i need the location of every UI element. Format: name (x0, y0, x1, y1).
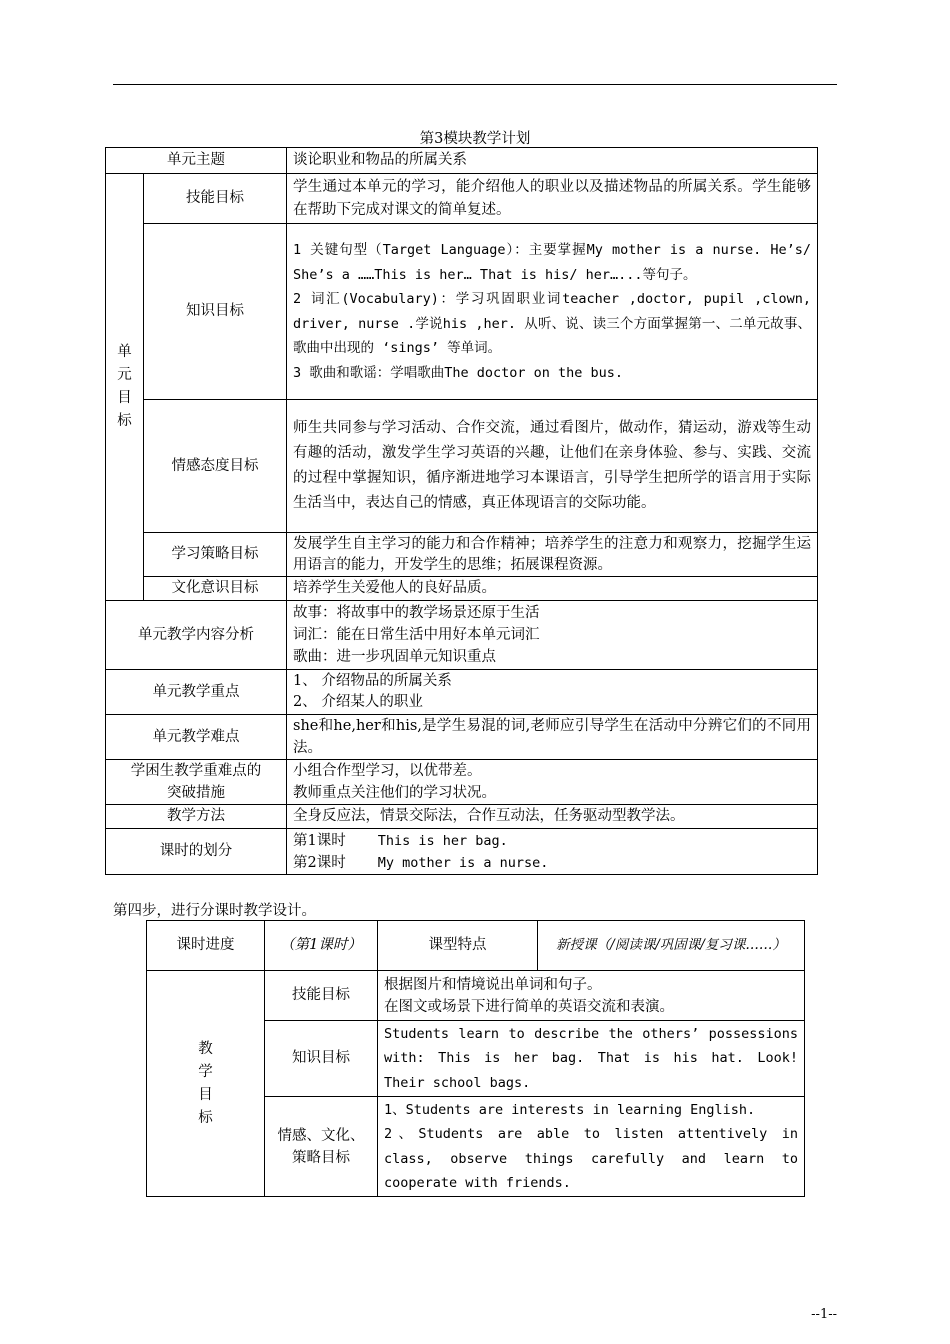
row-content (106, 601, 818, 670)
lesson-affect-label: 情感、文化、 策略目标 (265, 1097, 378, 1197)
struggling-label: 学困生教学重难点的 突破措施 (106, 760, 287, 805)
lesson-knowledge-label: 知识目标 (265, 1021, 378, 1097)
difficult-value: she和he,her和his,是学生易混的词,老师应引导学生在活动中分辨它们的不同用法。 (287, 715, 818, 760)
method-value: 全身反应法，情景交际法，合作互动法，任务驱动型教学法。 (287, 805, 818, 829)
row-unit-theme (106, 148, 818, 174)
strategy-value: 发展学生自主学习的能力和合作精神；培养学生的注意力和观察力，挖掘学生运用语言的能力，开发学生的思维；拓展课程资源。 (287, 533, 818, 577)
culture-label: 文化意识目标 (144, 577, 287, 601)
period-line: 第2课时 My mother is a nurse. (293, 854, 549, 871)
row-key (106, 670, 818, 715)
attitude-label: 情感态度目标 (144, 400, 287, 533)
skill-label: 技能目标 (144, 174, 287, 224)
period-value (287, 829, 818, 875)
key-label: 单元教学重点 (106, 670, 287, 715)
type-value: 新授课（/阅读课/巩固课/复习课……） (538, 921, 805, 971)
key-value: 1、 介绍物品的所属关系 2、 介绍某人的职业 (287, 670, 818, 715)
row-strategy (106, 533, 818, 577)
header-rule (113, 84, 837, 85)
period-line: 第1课时 This is her bag. (293, 832, 508, 849)
unit-goal-label: 单 元 目 标 (106, 174, 144, 601)
attitude-value: 师生共同参与学习活动、合作交流，通过看图片，做动作，猜运动，游戏等生动有趣的活动，激发学生学习英语的兴趣，让他们在亲身体验、参与、实践、交流的过程中掌握知识，循序渐进地学习本课语言，引导学生把所学的语言用于实际生活当中，表达自己的情感，真正体现语言的交际功能。 (287, 400, 818, 533)
content-value: 故事：将故事中的教学场景还原于生活 词汇：能在日常生活中用好本单元词汇 歌曲：进一步巩固单元知识重点 (287, 601, 818, 670)
lesson-skill-value: 根据图片和情境说出单词和句子。 在图文或场景下进行简单的英语交流和表演。 (378, 971, 805, 1021)
struggling-value: 小组合作型学习，以优带差。 教师重点关注他们的学习状况。 (287, 760, 818, 805)
row-method (106, 805, 818, 829)
row-knowledge (106, 224, 818, 400)
knowledge-label: 知识目标 (144, 224, 287, 400)
page-number: --1-- (811, 1307, 837, 1322)
lesson-skill-label: 技能目标 (265, 971, 378, 1021)
unit-theme-value: 谈论职业和物品的所属关系 (287, 148, 818, 174)
progress-value: （第1课时） (265, 921, 378, 971)
row-culture (106, 577, 818, 601)
row-lesson-skill (147, 971, 805, 1021)
row-difficult (106, 715, 818, 760)
page-title: 第3模块教学计划 (419, 131, 531, 147)
skill-value: 学生通过本单元的学习，能介绍他人的职业以及描述物品的所属关系。学生能够在帮助下完成对课文的简单复述。 (287, 174, 818, 224)
strategy-label: 学习策略目标 (144, 533, 287, 577)
row-progress (147, 921, 805, 971)
lesson-affect-value: 1、Students are interests in learning English. 2、Students are able to listen attentively in class, observe things carefully and learn to cooperate with friends. (378, 1097, 805, 1197)
period-label: 课时的划分 (106, 829, 287, 875)
row-period (106, 829, 818, 875)
method-label: 教学方法 (106, 805, 287, 829)
step-heading: 第四步，进行分课时教学设计。 (113, 903, 316, 919)
row-skill (106, 174, 818, 224)
lesson-design-table (146, 920, 805, 1197)
row-attitude (106, 400, 818, 533)
difficult-label: 单元教学难点 (106, 715, 287, 760)
row-struggling (106, 760, 818, 805)
content-label: 单元教学内容分析 (106, 601, 287, 670)
unit-plan-table (105, 147, 818, 875)
lesson-knowledge-value: Students learn to describe the others’ possessions with: This is her bag. That is his hat. Look! Their school bags. (378, 1021, 805, 1097)
culture-value: 培养学生关爱他人的良好品质。 (287, 577, 818, 601)
knowledge-value: 1 关键句型（Target Language）：主要掌握My mother is a nurse. He’s/ She’s a ……This is her… That is his/ her…...等句子。 2 词汇(Vocabulary)：学习巩固职业词teacher ,doctor, pupil ,clown, driver, nurse .学说his ,her. 从听、说、读三个方面掌握第一、二单元故事、歌曲中出现的 ‘sings’ 等单词。 3 歌曲和歌谣：学唱歌曲The doctor on the bus. (287, 224, 818, 400)
unit-theme-label: 单元主题 (106, 148, 287, 174)
progress-label: 课时进度 (147, 921, 265, 971)
lesson-goal-label: 教 学 目 标 (147, 971, 265, 1197)
type-label: 课型特点 (378, 921, 538, 971)
